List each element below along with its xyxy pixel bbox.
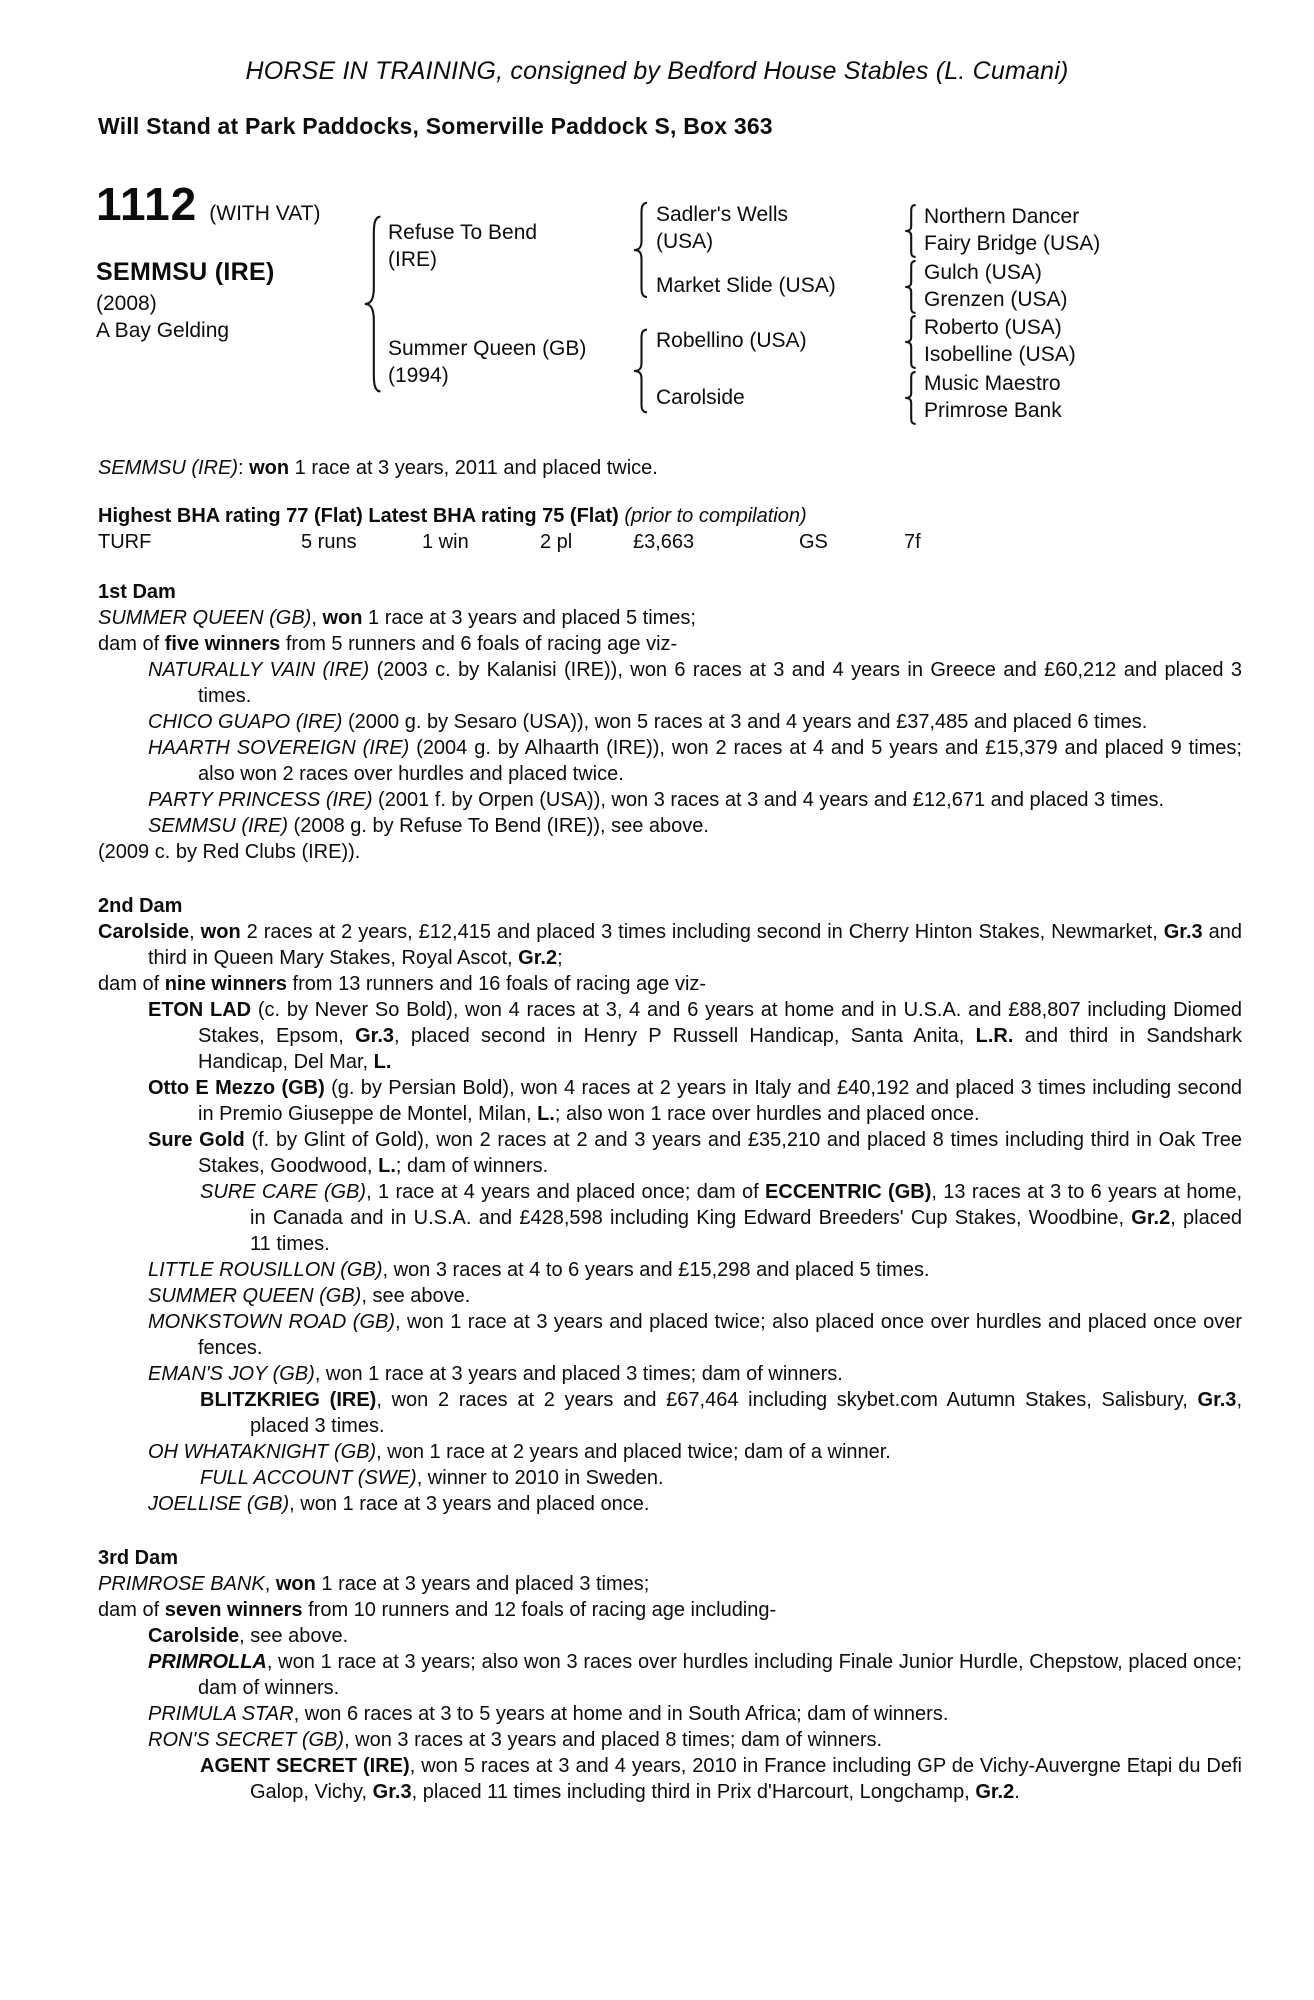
great-grandparent-pair: [924, 314, 1076, 368]
catalog-paragraph: HAARTH SOVEREIGN (IRE) (2004 g. by Alhaarth (IRE)), won 2 races at 4 and 5 years and £15,379 and placed 9 times; also won 2 races over hurdles and placed twice.: [148, 737, 1242, 785]
granddam-entry: Market Slide (USA): [656, 274, 836, 297]
first-dam-section: [98, 579, 1242, 865]
great-grandparent-name: Northern Dancer: [924, 205, 1080, 228]
section-paragraphs: [98, 1571, 1242, 1805]
pedigree-brace: [902, 260, 918, 314]
pedigree-brace: [360, 213, 384, 395]
grandsire-entry: Robellino (USA): [656, 329, 807, 352]
pedigree-brace: [902, 315, 918, 369]
great-grandparent-pair: [924, 370, 1062, 424]
section-paragraphs: [98, 919, 1242, 1517]
catalog-paragraph: PRIMROSE BANK, won 1 race at 3 years and placed 3 times;: [98, 1573, 650, 1595]
section-heading: 3rd Dam: [98, 1547, 179, 1569]
catalog-paragraph: PRIMROLLA, won 1 race at 3 years; also won 3 races over hurdles including Finale Junior Hurdle, Chepstow, placed once; dam of winners.: [148, 1651, 1242, 1699]
pedigree-block: [0, 178, 1314, 441]
catalog-paragraph: Carolside, won 2 races at 2 years, £12,415 and placed 3 times including second in Cherry Hinton Stakes, Newmarket, Gr.3 and third in Queen Mary Stakes, Royal Ascot, Gr.2;: [98, 921, 1242, 969]
catalog-paragraph: dam of five winners from 5 runners and 6 foals of racing age viz-: [98, 633, 678, 655]
consignor-header: HORSE IN TRAINING, consigned by Bedford House Stables (L. Cumani): [245, 57, 1069, 85]
stat-wins: 1 win: [422, 531, 469, 553]
section-heading: 1st Dam: [98, 581, 176, 603]
stat-surface: TURF: [98, 531, 152, 553]
foaling-year: (2008): [96, 292, 157, 315]
pedigree-brace: [902, 204, 918, 258]
catalog-paragraph: PRIMULA STAR, won 6 races at 3 to 5 years at home and in South Africa; dam of winners.: [148, 1703, 949, 1725]
granddam-entry: Carolside: [656, 386, 745, 409]
catalog-paragraph: Sure Gold (f. by Glint of Gold), won 2 races at 2 and 3 years and £35,210 and placed 8 times including third in Oak Tree Stakes, Goodwood, L.; dam of winners.: [148, 1129, 1242, 1177]
grandparent-name: Sadler's Wells: [656, 203, 788, 226]
catalog-paragraph: SUMMER QUEEN (GB), won 1 race at 3 years and placed 5 times;: [98, 607, 696, 629]
rating-block: [98, 503, 1242, 555]
catalog-paragraph: SEMMSU (IRE) (2008 g. by Refuse To Bend (IRE)), see above.: [148, 815, 709, 837]
race-statistics-row: [98, 529, 1242, 555]
second-dam-section: [98, 893, 1242, 1517]
grandsire-entry: [656, 201, 788, 255]
race-record-summary: SEMMSU (IRE): won 1 race at 3 years, 2011 and placed twice.: [98, 457, 658, 479]
great-grandparent-name: Music Maestro: [924, 372, 1061, 395]
horse-description: A Bay Gelding: [96, 319, 230, 342]
vat-note: (WITH VAT): [209, 202, 321, 225]
stat-going: GS: [799, 531, 828, 553]
catalog-paragraph: ETON LAD (c. by Never So Bold), won 4 races at 3, 4 and 6 years at home and in U.S.A. and £88,807 including Diomed Stakes, Epsom, Gr.3, placed second in Henry P Russell Handicap, Santa Anita, L.R. and third in Sandshark Handicap, Del Mar, L.: [148, 999, 1243, 1073]
lot-header: [96, 178, 321, 230]
catalog-paragraph: MONKSTOWN ROAD (GB), won 1 race at 3 years and placed twice; also placed once over hurdles and placed once over fences.: [148, 1311, 1242, 1359]
stat-places: 2 pl: [540, 531, 573, 553]
dam-year: (1994): [388, 364, 449, 387]
catalog-paragraph: Carolside, see above.: [148, 1625, 349, 1647]
stand-location-line: Will Stand at Park Paddocks, Somerville Paddock S, Box 363: [98, 113, 773, 139]
great-grandparent-name: Fairy Bridge (USA): [924, 232, 1101, 255]
horse-name: SEMMSU (IRE): [96, 258, 275, 286]
catalog-paragraph: EMAN'S JOY (GB), won 1 race at 3 years and placed 3 times; dam of winners.: [148, 1363, 843, 1385]
dam-name: Summer Queen (GB): [388, 337, 587, 360]
pedigree-brace: [630, 201, 650, 299]
great-grandparent-name: Grenzen (USA): [924, 288, 1068, 311]
catalog-body: [0, 455, 1314, 1805]
catalog-paragraph: PARTY PRINCESS (IRE) (2001 f. by Orpen (USA)), won 3 races at 3 and 4 years and £12,671 and placed 3 times.: [148, 789, 1165, 811]
section-heading: 2nd Dam: [98, 895, 183, 917]
catalog-paragraph: FULL ACCOUNT (SWE), winner to 2010 in Sweden.: [200, 1467, 664, 1489]
catalog-paragraph: dam of nine winners from 13 runners and 16 foals of racing age viz-: [98, 973, 707, 995]
sire-suffix: (IRE): [388, 248, 437, 271]
catalog-paragraph: dam of seven winners from 10 runners and 12 foals of racing age including-: [98, 1599, 777, 1621]
catalog-paragraph: CHICO GUAPO (IRE) (2000 g. by Sesaro (USA)), won 5 races at 3 and 4 years and £37,485 and placed 6 times.: [148, 711, 1148, 733]
dam-entry: [388, 335, 586, 389]
great-grandparent-name: Primrose Bank: [924, 399, 1062, 422]
sire-entry: [388, 219, 537, 273]
catalog-paragraph: NATURALLY VAIN (IRE) (2003 c. by Kalanisi (IRE)), won 6 races at 3 and 4 years in Greece and £60,212 and placed 3 times.: [148, 659, 1243, 707]
stat-earnings: £3,663: [633, 531, 695, 553]
third-dam-section: [98, 1545, 1242, 1805]
catalog-paragraph: (2009 c. by Red Clubs (IRE)).: [98, 841, 361, 863]
catalog-paragraph: SUMMER QUEEN (GB), see above.: [148, 1285, 471, 1307]
great-grandparent-name: Isobelline (USA): [924, 343, 1076, 366]
catalog-paragraph: RON'S SECRET (GB), won 3 races at 3 years and placed 8 times; dam of winners.: [148, 1729, 883, 1751]
great-grandparent-name: Gulch (USA): [924, 261, 1042, 284]
pedigree-brace: [630, 328, 650, 414]
bha-rating-line: Highest BHA rating 77 (Flat) Latest BHA rating 75 (Flat) (prior to compilation): [98, 505, 807, 527]
grandparent-suffix: (USA): [656, 230, 714, 253]
great-grandparent-pair: [924, 259, 1068, 313]
stat-runs: 5 runs: [301, 531, 357, 553]
great-grandparent-name: Roberto (USA): [924, 316, 1062, 339]
catalog-paragraph: LITTLE ROUSILLON (GB), won 3 races at 4 to 6 years and £15,298 and placed 5 times.: [148, 1259, 930, 1281]
lot-number: 1112: [96, 178, 198, 230]
stat-distance: 7f: [904, 531, 921, 553]
great-grandparent-pair: [924, 203, 1100, 257]
catalog-paragraph: SURE CARE (GB), 1 race at 4 years and placed once; dam of ECCENTRIC (GB), 13 races at 3 to 6 years at home, in Canada and in U.S.A. and £428,598 including King Edward Breeders' Cup Stakes, Woodbine, Gr.2, placed 11 times.: [200, 1181, 1243, 1255]
catalog-paragraph: AGENT SECRET (IRE), won 5 races at 3 and 4 years, 2010 in France including GP de Vichy-Auvergne Etapi du Defi Galop, Vichy, Gr.3, placed 11 times including third in Prix d'Harcourt, Longchamp, Gr.2.: [200, 1755, 1242, 1803]
section-paragraphs: [98, 605, 1242, 865]
catalog-paragraph: Otto E Mezzo (GB) (g. by Persian Bold), won 4 races at 2 years in Italy and £40,192 and placed 3 times including second in Premio Giuseppe de Montel, Milan, L.; also won 1 race over hurdles and placed once.: [148, 1077, 1242, 1125]
catalog-paragraph: JOELLISE (GB), won 1 race at 3 years and placed once.: [148, 1493, 650, 1515]
catalog-paragraph: BLITZKRIEG (IRE), won 2 races at 2 years and £67,464 including skybet.com Autumn Stakes, Salisbury, Gr.3, placed 3 times.: [200, 1389, 1242, 1437]
pedigree-brace: [902, 371, 918, 425]
catalog-paragraph: OH WHATAKNIGHT (GB), won 1 race at 2 years and placed twice; dam of a winner.: [148, 1441, 891, 1463]
sire-name: Refuse To Bend: [388, 221, 538, 244]
